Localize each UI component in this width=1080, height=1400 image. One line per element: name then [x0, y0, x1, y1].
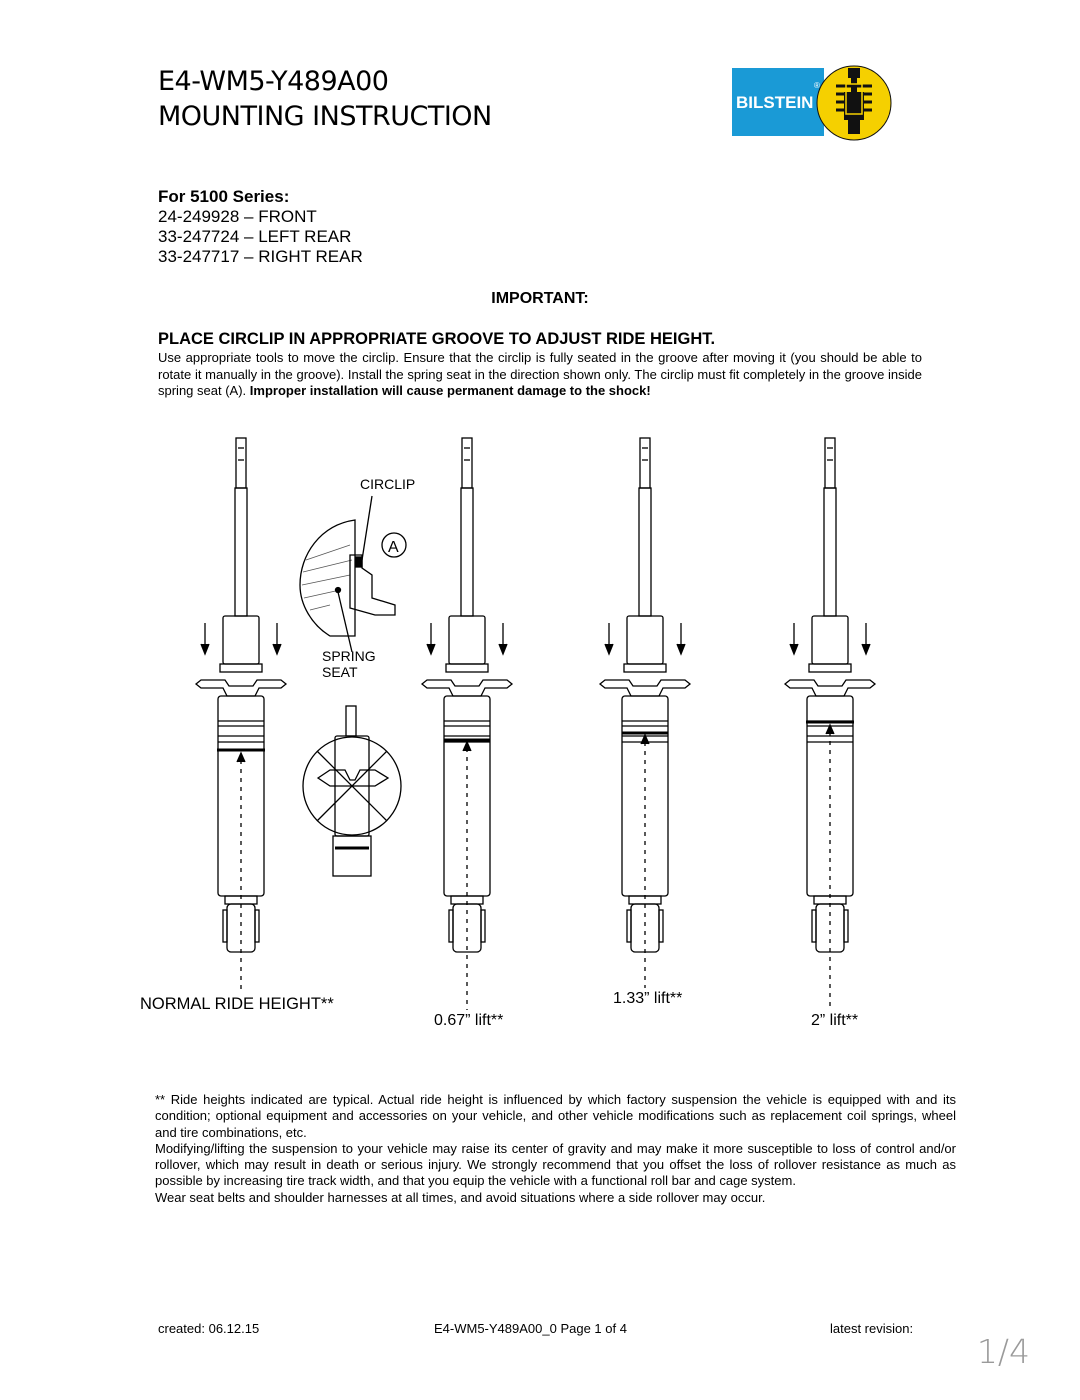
spring-seat-label-line2: SEAT [322, 664, 358, 680]
important-heading: IMPORTANT: [491, 290, 589, 307]
instruction-warning: Improper installation will cause permanent damage to the shock! [249, 383, 651, 398]
incorrect-installation-example [303, 706, 401, 876]
document-title: MOUNTING INSTRUCTION [158, 101, 492, 132]
part-number-left-rear: 33-247724 – LEFT REAR [158, 227, 352, 246]
shock-2-lift [785, 438, 875, 952]
note-seat-belts: Wear seat belts and shoulder harnesses at all times, and avoid situations where a side rollover may occur. [155, 1189, 766, 1205]
note-ride-heights: ** Ride heights indicated are typical. Actual ride height is influenced by which factory suspension the vehicle is equipped with and its condition; optional equipment and accessories on your vehicle, and other vehicle modifications such as replacement coil springs, wheel and tire combinations, etc. [155, 1092, 956, 1140]
note-rollover-warning: Modifying/lifting the suspension to your vehicle may raise its center of gravity and may make it more susceptible to loss of control and/or rollover, which may result in death or serious injury. We strongly recommend that you offset the loss of rollover resistance as much as possible by increasing tire track width, and that you equip the vehicle with a functional roll bar and cage system. [155, 1140, 956, 1189]
caption-normal-ride-height: NORMAL RIDE HEIGHT** [140, 995, 334, 1013]
caption-2-lift: 2” lift** [811, 1012, 859, 1029]
footer-created: created: 06.12.15 [158, 1321, 260, 1336]
shock-1-33-lift [600, 438, 690, 952]
caption-1-33-lift: 1.33” lift** [613, 990, 683, 1007]
caption-0-67-lift: 0.67” lift** [434, 1012, 504, 1029]
footer-revision: latest revision: [830, 1321, 914, 1336]
instruction-paragraph [158, 350, 922, 400]
spring-seat-label-line1: SPRING [322, 648, 376, 664]
instruction-text: Use appropriate tools to move the circlip. Ensure that the circlip is fully seated in the groove after moving it (you should be able to rotate it manually in the groove). Install the spring seat in the direction shown only. The circlip must fit completely in the groove inside spring seat (A). [158, 350, 922, 398]
bilstein-logo [732, 64, 894, 142]
disclaimer-notes [155, 1092, 956, 1206]
series-block [158, 187, 363, 267]
shock-normal-ride-height [196, 438, 286, 952]
series-label: For 5100 Series: [158, 187, 290, 206]
viewer-page-indicator: 1/4 [976, 1332, 1030, 1371]
part-number-right-rear: 33-247717 – RIGHT REAR [158, 247, 363, 266]
instruction-heading: PLACE CIRCLIP IN APPROPRIATE GROOVE TO ADJUST RIDE HEIGHT. [158, 330, 716, 348]
footer-page-ref: E4-WM5-Y489A00_0 Page 1 of 4 [434, 1321, 627, 1336]
part-number-front: 24-249928 – FRONT [158, 207, 317, 226]
document-title-block [158, 64, 492, 134]
circlip-label: CIRCLIP [360, 476, 416, 492]
circlip-detail [300, 496, 406, 652]
detail-a-label: A [388, 539, 399, 556]
document-code: E4-WM5-Y489A00 [158, 66, 389, 97]
shock-diagram [0, 420, 1080, 1060]
logo-text: BILSTEIN [736, 93, 814, 112]
logo-registered-mark: ® [814, 81, 820, 90]
